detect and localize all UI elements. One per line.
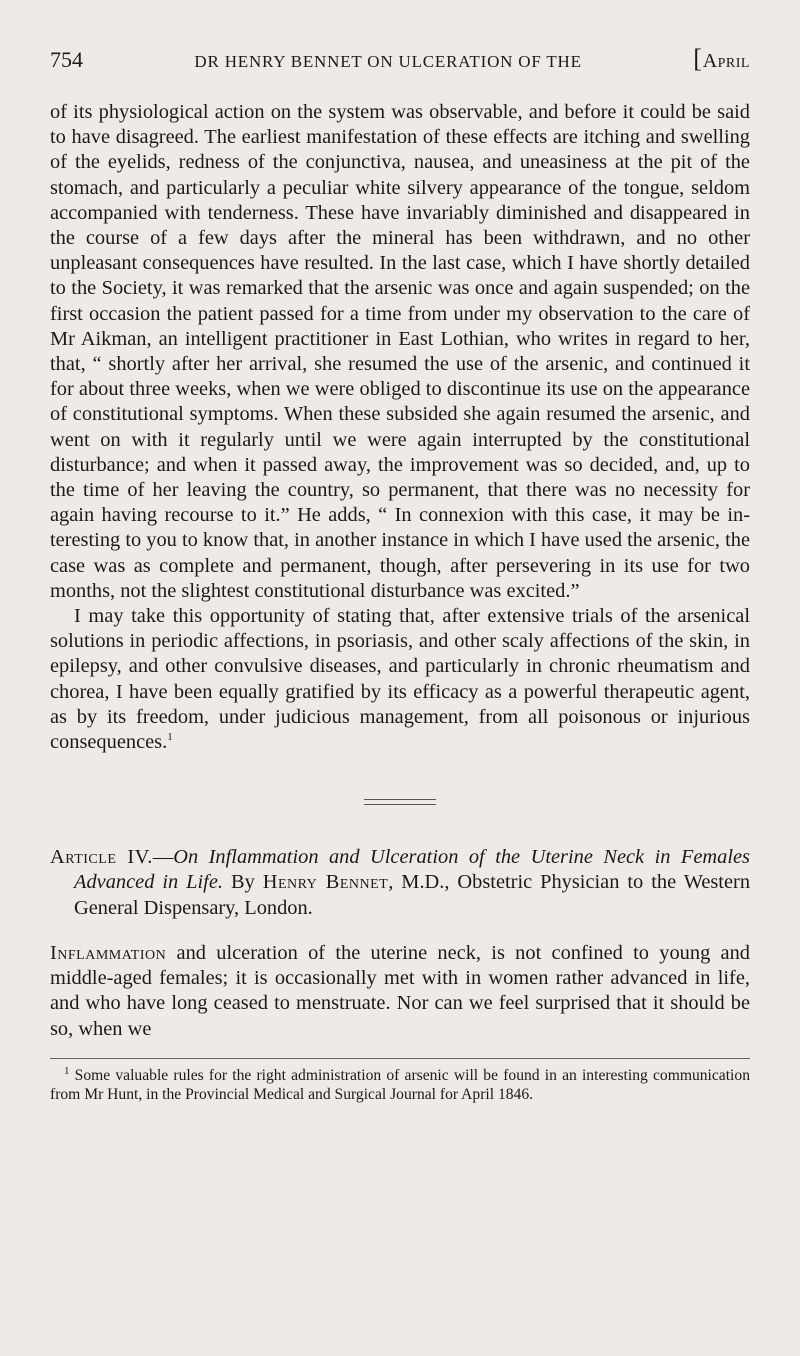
page-number: 754 — [50, 47, 83, 72]
footnote-reference: 1 — [167, 731, 173, 744]
article-by: By — [223, 871, 263, 894]
running-head-month — [693, 44, 750, 74]
section-separator — [364, 799, 436, 805]
article-dash: — — [152, 846, 174, 869]
article-lead-word: Inflammation — [50, 941, 167, 964]
footnote-marker: 1 — [64, 1064, 70, 1077]
article-author: Henry Bennet — [262, 871, 389, 894]
paragraph-arsenic-trials — [50, 604, 750, 755]
footnote-body: Some valuable rules for the right administration of arsenic will be found in an interesting communication from Mr Hunt, in the Provincial Medical and Surgical Journal for April 1846. — [50, 1066, 750, 1103]
running-head-title: DR HENRY BENNET ON ULCERATION OF THE — [194, 52, 582, 71]
paragraph-arsenic-trials-text: I may take this opportunity of stating that, after extensive trials of the arsenical solutions in periodic affections, in psoriasis, and other scaly affections of the skin, in epilepsy, and other convulsive diseases, and particularly in chronic rheumatism and chorea, I have been equally gratified by its efficacy as a powerful therapeutic agent, as by its freedom, under judicious management, from all poisonous or injurious consequences. — [50, 605, 750, 754]
footnote-text — [50, 1064, 750, 1105]
running-head-bracket: [ — [693, 44, 703, 73]
paragraph-continued: of its physiological action on the system was observable, and before it could be said to have disagreed. The earliest manifestation of these effects are itching and swelling of the eyelids, redness of the conjunctiva, nausea, and uneasiness at the pit of the stomach, and particularly a peculiar white silvery appearance of the tongue, seldom accompanied with tenderness. These have invariably diminished and disappeared in the course of a few days after the mineral has been withdrawn, and no other unpleasant consequences have resulted. In the last case, which I have shortly detailed to the Society, it was remarked that the arsenic was once and again suspended; on the first occasion the patient passed for a time from under my observation to the care of Mr Aikman, an intelligent practitioner in East Lothian, who writes in regard to her, that, “ shortly after her arrival, she resumed the use of the arsenic, and continued it for about three weeks, when we were obliged to discontinue its use on the appearance of constitutional symptoms. When these subsided she again resumed the arsenic, and went on with it regularly until we were again interrupted by the constitutional disturbance; and when it passed away, the improvement was so decided, and, up to the time of her leaving the country, so permanent, that there was no necessity for again having recourse to it.” He adds, “ In connexion with this case, it may be interesting to you to know that, in another instance in which I have used the arsenic, the case was as complete and permanent, though, after persevering in its use for two months, not the slightest constitutional disturbance was excited.” — [50, 101, 750, 602]
article-first-paragraph-text: and ulceration of the uterine neck, is not confined to young and middle-aged females; it is occasionally met with in women rather advanced in life, and who have long ceased to menstruate. Nor can we feel surprised that it should be so, when we — [50, 941, 750, 1040]
article-title: On Inflammation and Ulceration of the Uterine Neck in Females Advanced in Life. — [74, 846, 750, 894]
article-first-paragraph — [50, 941, 750, 1042]
running-head-month-text: April — [702, 50, 750, 72]
article-body — [50, 941, 750, 1042]
footnote — [50, 1064, 750, 1105]
running-head — [50, 44, 750, 73]
article-credentials: , M.D., Obstetric Physician to the Western General Dispensary, London. — [74, 871, 751, 919]
body-text — [50, 100, 750, 755]
article-heading — [50, 845, 750, 921]
article-label: Article IV. — [50, 846, 153, 869]
footnote-rule — [50, 1058, 750, 1059]
